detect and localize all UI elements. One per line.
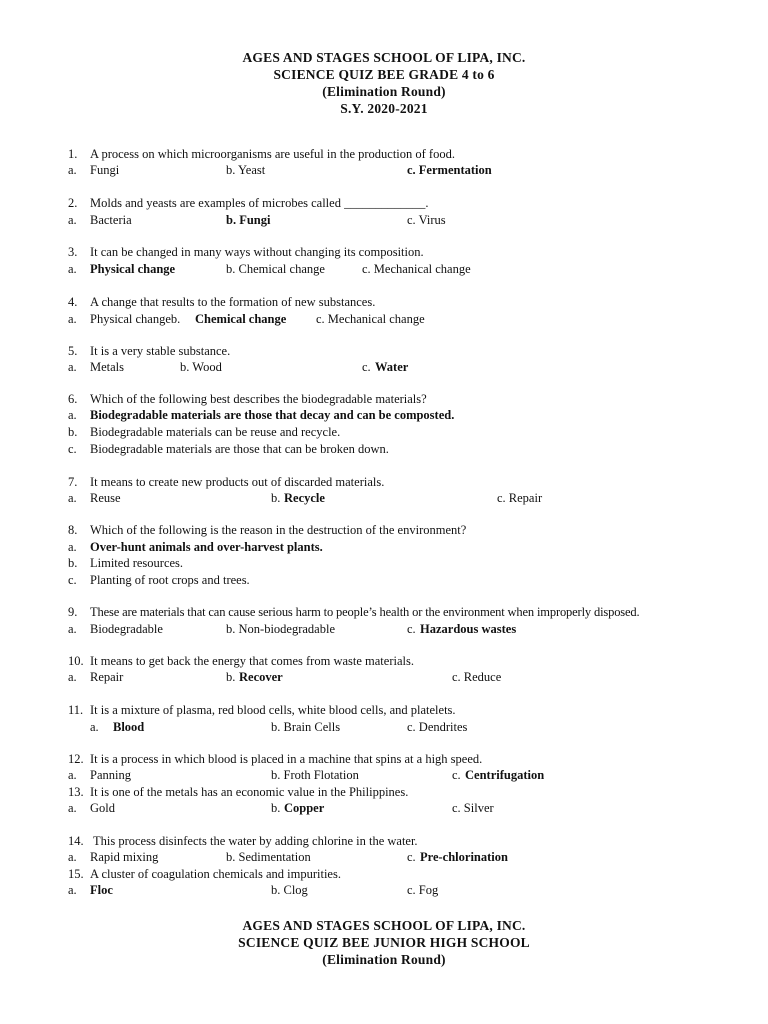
question-number: 13. bbox=[68, 785, 84, 799]
choice-c: c. Mechanical change bbox=[362, 262, 471, 276]
choice-c: c. Repair bbox=[497, 491, 543, 505]
choice-marker: a. bbox=[68, 540, 77, 554]
choice-c-marker: c. bbox=[452, 768, 461, 782]
choice-a: Bacteria bbox=[90, 213, 132, 227]
choice-a: Gold bbox=[90, 801, 115, 815]
choice-a: Reuse bbox=[90, 491, 121, 505]
footer-quiz-title: SCIENCE QUIZ BEE JUNIOR HIGH SCHOOL bbox=[238, 935, 530, 950]
choice-c: c. Silver bbox=[452, 801, 494, 815]
choice-a: Biodegradable bbox=[90, 622, 163, 636]
footer-school-name: AGES AND STAGES SCHOOL OF LIPA, INC. bbox=[242, 918, 526, 933]
choice-b: b. Clog bbox=[271, 883, 308, 897]
question-number: 15. bbox=[68, 867, 84, 881]
choice-c-answer: Hazardous wastes bbox=[420, 622, 517, 636]
question-text: Which of the following is the reason in the destruction of the environment? bbox=[90, 523, 467, 537]
choice-b-marker: b. bbox=[271, 801, 281, 815]
question-number: 10. bbox=[68, 654, 84, 668]
question-text: It is a process in which blood is placed in a machine that spins at a high speed. bbox=[90, 752, 483, 766]
choice-c: c. Reduce bbox=[452, 670, 502, 684]
choice-marker: c. bbox=[68, 442, 77, 456]
question-text: These are materials that can cause serious harm to people’s health or the environment when improperly disposed. bbox=[90, 605, 640, 619]
question-number: 9. bbox=[68, 605, 78, 619]
question-text: A cluster of coagulation chemicals and impurities. bbox=[90, 867, 341, 881]
school-year: S.Y. 2020-2021 bbox=[340, 101, 428, 116]
choice-marker: a. bbox=[68, 360, 77, 374]
question-text: A change that results to the formation of new substances. bbox=[90, 295, 376, 309]
choice-b-marker: b. bbox=[226, 670, 236, 684]
question-number: 3. bbox=[68, 245, 78, 259]
choice-b-answer: Recover bbox=[239, 670, 283, 684]
choice-c: c. Fog bbox=[407, 883, 439, 897]
round-label: (Elimination Round) bbox=[322, 84, 446, 99]
choice-a-answer: Physical change bbox=[90, 262, 176, 276]
choice-a-answer: Blood bbox=[113, 720, 145, 734]
choice-b-answer: Chemical change bbox=[195, 312, 287, 326]
choice-marker: a. bbox=[90, 720, 99, 734]
question-text: Molds and yeasts are examples of microbes called _____________. bbox=[90, 196, 429, 210]
question-number: 12. bbox=[68, 752, 84, 766]
choice-c-answer: c. Fermentation bbox=[407, 163, 492, 177]
choice-b: b. Chemical change bbox=[226, 262, 325, 276]
choice-b: b. Sedimentation bbox=[226, 850, 311, 864]
question-text: A process on which microorganisms are useful in the production of food. bbox=[90, 147, 455, 161]
choice-b-answer: b. Fungi bbox=[226, 213, 271, 227]
choice-marker: a. bbox=[68, 670, 77, 684]
choice-a: Fungi bbox=[90, 163, 120, 177]
question-number: 14. bbox=[68, 834, 84, 848]
choice-marker: a. bbox=[68, 262, 77, 276]
choice-marker: a. bbox=[68, 622, 77, 636]
choice-a: Repair bbox=[90, 670, 124, 684]
choice-marker: a. bbox=[68, 163, 77, 177]
choice-a: Panning bbox=[90, 768, 131, 782]
question-text: It is one of the metals has an economic value in the Philippines. bbox=[90, 785, 409, 799]
choice-b: b. Wood bbox=[180, 360, 222, 374]
choice-marker: a. bbox=[68, 850, 77, 864]
choice-c: c. Dendrites bbox=[407, 720, 468, 734]
choice-b: b. Non-biodegradable bbox=[226, 622, 335, 636]
choice-a-answer: Biodegradable materials are those that decay and can be composted. bbox=[90, 408, 455, 422]
question-number: 11. bbox=[68, 703, 84, 717]
choice-marker: a. bbox=[68, 312, 77, 326]
choice-a-answer: Over-hunt animals and over-harvest plants. bbox=[90, 540, 323, 554]
choice-b-answer: Recycle bbox=[284, 491, 325, 505]
choice-marker: a. bbox=[68, 768, 77, 782]
choice-c: Planting of root crops and trees. bbox=[90, 573, 250, 587]
choice-c-marker: c. bbox=[407, 622, 416, 636]
choice-marker: a. bbox=[68, 491, 77, 505]
choice-b: Limited resources. bbox=[90, 556, 184, 570]
choice-c-answer: Pre-chlorination bbox=[420, 850, 508, 864]
choice-b-answer: Copper bbox=[284, 801, 325, 815]
choice-marker: c. bbox=[68, 573, 77, 587]
choice-c-answer: Water bbox=[375, 360, 409, 374]
choice-marker: b. bbox=[68, 556, 78, 570]
choice-c-marker: c. bbox=[407, 850, 416, 864]
choice-b: Biodegradable materials can be reuse and recycle. bbox=[90, 425, 341, 439]
choice-c-marker: c. bbox=[362, 360, 371, 374]
choice-marker: a. bbox=[68, 213, 77, 227]
choice-a: Rapid mixing bbox=[90, 850, 159, 864]
question-text: It is a very stable substance. bbox=[90, 344, 231, 358]
question-text: Which of the following best describes the biodegradable materials? bbox=[90, 392, 427, 406]
choice-c: c. Virus bbox=[407, 213, 446, 227]
question-number: 8. bbox=[68, 523, 78, 537]
quiz-title: SCIENCE QUIZ BEE GRADE 4 to 6 bbox=[273, 67, 495, 82]
question-text: It can be changed in many ways without changing its composition. bbox=[90, 245, 424, 259]
choice-b: b. Yeast bbox=[226, 163, 266, 177]
choice-marker: a. bbox=[68, 408, 77, 422]
school-name: AGES AND STAGES SCHOOL OF LIPA, INC. bbox=[242, 50, 526, 65]
question-text: This process disinfects the water by adding chlorine in the water. bbox=[93, 834, 418, 848]
question-text: It means to get back the energy that comes from waste materials. bbox=[90, 654, 414, 668]
choice-marker: a. bbox=[68, 801, 77, 815]
choice-marker: b. bbox=[68, 425, 78, 439]
footer-round-label: (Elimination Round) bbox=[322, 952, 446, 967]
choice-a-answer: Floc bbox=[90, 883, 113, 897]
choice-a: Physical changeb. bbox=[90, 312, 181, 326]
question-number: 7. bbox=[68, 475, 78, 489]
question-number: 2. bbox=[68, 196, 78, 210]
choice-b: b. Froth Flotation bbox=[271, 768, 359, 782]
choice-c: Biodegradable materials are those that can be broken down. bbox=[90, 442, 389, 456]
choice-c-answer: Centrifugation bbox=[465, 768, 545, 782]
question-number: 5. bbox=[68, 344, 78, 358]
question-text: It means to create new products out of discarded materials. bbox=[90, 475, 385, 489]
choice-b-marker: b. bbox=[271, 491, 281, 505]
choice-b: b. Brain Cells bbox=[271, 720, 341, 734]
choice-marker: a. bbox=[68, 883, 77, 897]
question-number: 4. bbox=[68, 295, 78, 309]
choice-c: c. Mechanical change bbox=[316, 312, 425, 326]
question-text: It is a mixture of plasma, red blood cells, white blood cells, and platelets. bbox=[90, 703, 456, 717]
choice-a: Metals bbox=[90, 360, 125, 374]
question-number: 1. bbox=[68, 147, 78, 161]
question-number: 6. bbox=[68, 392, 78, 406]
